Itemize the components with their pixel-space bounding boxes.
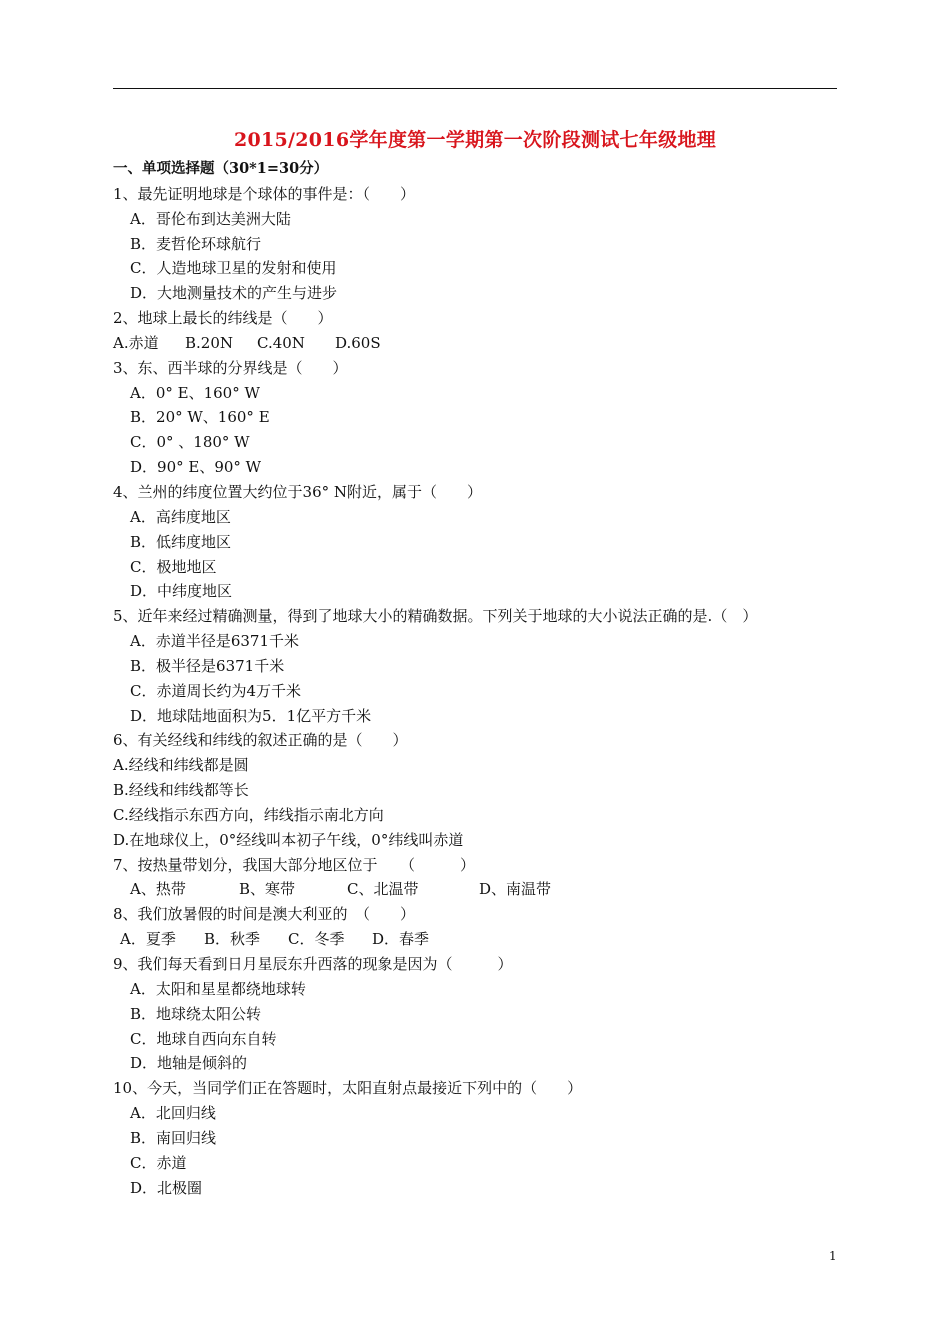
question-stem: 1、最先证明地球是个球体的事件是：（ ） (113, 184, 416, 203)
option: A．太阳和星星都绕地球转 (130, 979, 306, 998)
option: B．极半径是6371千米 (130, 656, 285, 675)
section-heading: 一、单项选择题（30*1=30分） (113, 160, 329, 177)
question-stem: 7、按热量带划分，我国大部分地区位于 （ ） (113, 855, 476, 874)
option: A．赤道半径是6371千米 (130, 632, 300, 651)
option: C．极地地区 (130, 557, 217, 576)
question-stem: 6、有关经线和纬线的叙述正确的是（ ） (113, 731, 408, 750)
inline-options (113, 927, 843, 952)
option: D．北极圈 (130, 1178, 203, 1197)
question-stem: 9、我们每天看到日月星辰东升西落的现象是因为（ ） (113, 955, 513, 973)
option: C．0° 、180° W (130, 433, 250, 452)
option: B．麦哲伦环球航行 (130, 234, 262, 253)
option: C、北温带 (347, 880, 419, 899)
option: B．低纬度地区 (130, 532, 232, 551)
page-number: 1 (829, 1249, 837, 1263)
option: C．冬季 (288, 930, 345, 949)
option: D.60S (335, 333, 381, 352)
option: B、寒带 (239, 880, 296, 899)
page-title: 2015/2016学年度第一学期第一次阶段测试七年级地理 (233, 129, 717, 151)
option: B．秋季 (204, 930, 261, 949)
option: B.经线和纬线都等长 (113, 781, 249, 800)
option: B.20N (185, 333, 234, 352)
option: A．哥伦布到达美洲大陆 (130, 209, 291, 228)
inline-options (113, 331, 843, 356)
option: C．地球自西向东自转 (130, 1029, 277, 1048)
question-stem: 3、东、西半球的分界线是（ ） (113, 358, 348, 377)
option: A、热带 (130, 880, 186, 899)
option: D、南温带 (479, 880, 552, 899)
question-stem: 10、今天，当同学们正在答题时，太阳直射点最接近下列中的（ ） (113, 1079, 583, 1098)
question-stem: 4、兰州的纬度位置大约位于36° N附近，属于（ ） (113, 482, 483, 501)
question-stem: 8、我们放暑假的时间是澳大利亚的 （ ） (113, 905, 416, 924)
option: D．地轴是倾斜的 (130, 1054, 248, 1073)
option: D．中纬度地区 (130, 582, 233, 601)
option: B．20° W、160° E (130, 408, 270, 427)
inline-options (113, 877, 843, 902)
option: C．赤道周长约为4万千米 (130, 681, 302, 700)
option: A．北回归线 (130, 1104, 216, 1123)
option: D．90° E、90° W (130, 458, 262, 477)
header-rule (113, 88, 837, 89)
option: C.40N (257, 333, 305, 352)
option: A．0° E、160° W (130, 383, 260, 402)
option: A.经线和纬线都是圆 (113, 756, 249, 775)
option: A．高纬度地区 (130, 507, 231, 526)
option: C．人造地球卫星的发射和使用 (130, 259, 337, 278)
option: C．赤道 (130, 1153, 187, 1172)
question-list (113, 157, 843, 1200)
option: A．夏季 (120, 930, 176, 949)
option: D．大地测量技术的产生与进步 (130, 284, 338, 303)
option: C.经线指示东西方向，纬线指示南北方向 (113, 805, 384, 824)
question-stem: 5、近年来经过精确测量，得到了地球大小的精确数据。下列关于地球的大小说法正确的是.（ ） (113, 607, 758, 626)
question-stem: 2、地球上最长的纬线是（ ） (113, 309, 333, 328)
option: D．春季 (372, 930, 430, 949)
option: B．地球绕太阳公转 (130, 1004, 262, 1023)
option: D．地球陆地面积为5．1亿平方千米 (130, 706, 372, 725)
option: B．南回归线 (130, 1128, 217, 1147)
option: A.赤道 (113, 333, 159, 352)
option: D.在地球仪上，0°经线叫本初子午线，0°纬线叫赤道 (113, 830, 464, 849)
